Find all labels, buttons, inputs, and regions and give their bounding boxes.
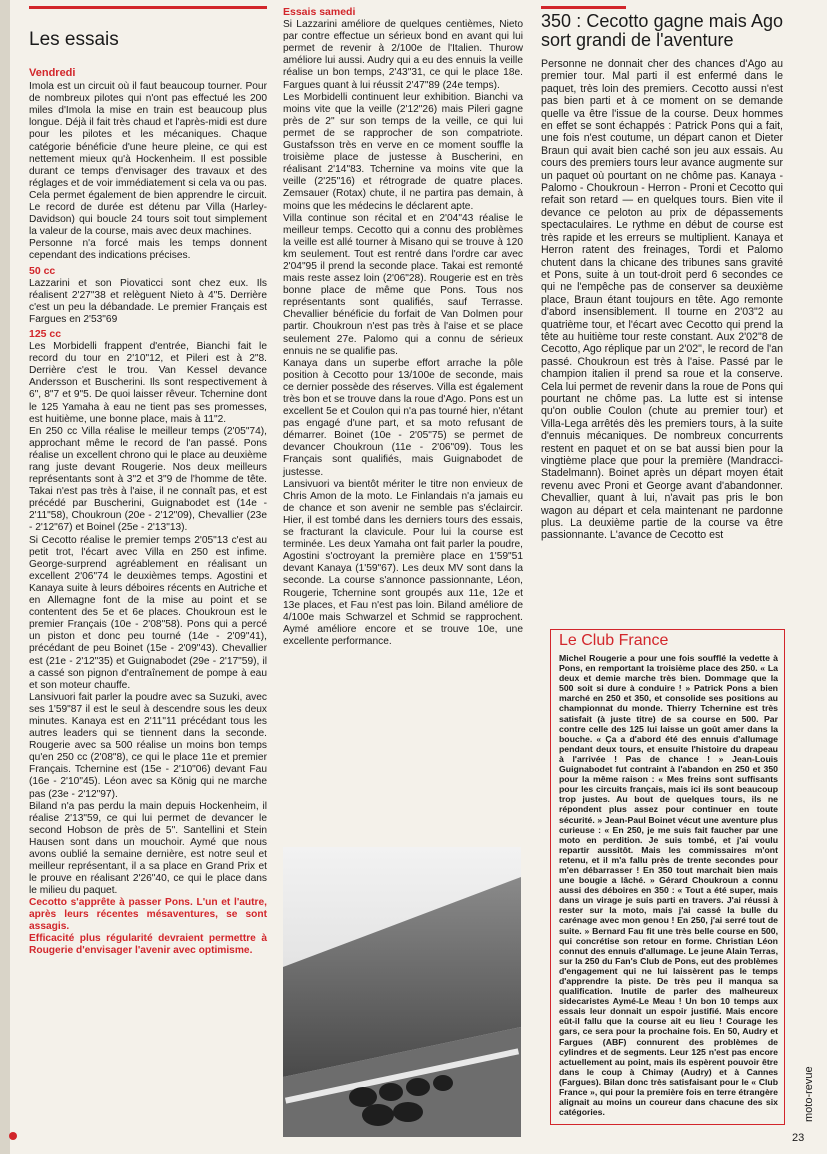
column-essais-samedi: [283, 6, 523, 648]
column-essais: [29, 6, 267, 957]
paragraph: Lansivuori fait parler la poudre avec sa Suzuki, avec ses 1'59"87 il est le seul à descendre sous les deux minutes. Kanaya est en 2'11"11 précédant tous les autres leaders qui se tiennent dans la seconde. Rougerie avec sa 500 réalise un moins bon temps qu'en 250 cc (2'08"8), ce qui le place 11e et premier Français. Tchernine est (15e - 2'10"06) devant Fau (16e - 2'10"45). Léon avec sa König qui ne marche pas (23e - 2'12"97).: [29, 691, 267, 800]
title-rule: [541, 6, 626, 9]
article-title: 350 : Cecotto gagne mais Ago sort grandi de l'aventure: [541, 11, 783, 50]
subheading-50cc: 50 cc: [29, 264, 56, 277]
page-number: 23: [792, 1132, 805, 1144]
paragraph: Villa continue son récital et en 2'04"43 réalise le meilleur temps. Cecotto qui a connu des problèmes la veille est allé tourner à Misano qui se trouve à 120 km seulement. Tout est rentré dans l'ordre car avec 2'04"95 il prend la seconde place. Takai est remonté mais reste assez loin (2'06"28). Rougerie est en très bonne place de même que Pons. Tous nos représentants sont qualifiés, sauf Terrasse. Chevallier bénéficie du forfait de Van Dolmen pour partir. Choukroun n'est pas très à l'aise et se place seulement 27e. Palomo qui a connu de sérieux ennuis ne se qualifie pas.: [283, 212, 523, 357]
paragraph: Les Morbidelli frappent d'entrée, Bianchi fait le record du tour en 2'10"12, et Pileri est à 2"8. Derrière c'est le trou. Van Kessel devance Andersson et Buscherini. Ils sont respectivement à 6", 8"7 et 9"5. De quoi laisser rêveur. Tchernine dont le 125 Yamaha à eau ne tient pas ses promesses, est huitième, une bonne place, mais à 11"2.: [29, 341, 267, 425]
club-france-title: Le Club France: [559, 632, 669, 649]
paragraph: Imola est un circuit où il faut beaucoup tourner. Pour de nombreux pilotes qui n'ont pas effectué les 200 miles d'Imola la mise en train est beaucoup plus longue. Déjà il fait très chaud et l'après-midi est dure pour les pilotes et les mécaniques. Chaque catégorie bénéficie d'une heure pleine, ce qui est nettement mieux qu'à Hockenheim. Il est possible durant ce temps d'envisager des travaux et des réglages et de voir immédiatement si cela va ou pas. Cela permet également de bien apprendre le circuit. Le record de durée est détenu par Villa (Harley-Davidson) qui boucle 24 tours soit tout simplement la valeur de la course, mais avec deux machines.: [29, 81, 267, 238]
subheading-vendredi: Vendredi: [29, 67, 76, 79]
paragraph: Biland n'a pas perdu la main depuis Hockenheim, il réalise 2'13"59, ce qui lui permet de devancer le second Hobson de près de 5". Santellini et Stein Hausen sont dans un mouchoir. Aymé que nous avons oublié la semaine dernière, est notre seul et meilleur représentant, il a sa place en Grand Prix et le prouve en réalisant 2'26"40, ce qui le place dans le milieu du paquet.: [29, 800, 267, 897]
page-title: Les essais: [29, 29, 119, 50]
subheading-125cc: 125 cc: [29, 327, 62, 340]
race-photo-image: [283, 847, 521, 1137]
paragraph: Les Morbidelli continuent leur exhibition. Bianchi va moins vite que la veille (2'12"26) mais Pileri gagne près de 2" sur son temps de la veille, ce qui lui permet de se rapprocher de son compatriote. Gustafsson très en verve en ce moment souffle la troisième place de justesse à Buscherini, en réalisant 2'14"83. Tchernine va moins vite que la veille (2'25"16) et rétrograde de quatre places. Zemsauer (Rotax) chute, il ne partira pas demain, à moins que les médecins le déclarent apte.: [283, 91, 523, 212]
subheading-essais-samedi: Essais samedi: [283, 6, 356, 18]
paragraph: Lansivuori va bientôt mériter le titre non envieux de Chris Amon de la moto. Le Finlandais n'a jamais eu de chance et son avenir ne semble pas s'éclaircir. Hier, il est tombé dans les derniers tours des essais, se fracturant la clavicule. Pour lui la course est terminée. Les deux Yamaha ont fait parler la poudre, Agostini s'octroyant la première place en 1'59"51 devant Kanaya (1'59"67). Les deux MV sont dans la seconde. La course s'annonce passionnante, Léon, Rougerie, Tchernine sont groupés aux 11e, 12e et 13e places, et Fau n'est pas loin. Biland améliore de 4/100e mais Schwarzel et Schmid se rapprochent. Aymé améliore encore et se trouve 10e, une excellente performance.: [283, 478, 523, 647]
club-france-text: Michel Rougerie a pour une fois soufflé la vedette à Pons, en remportant la troisième place des 250. « La deux et demie marche très bien. Dommage que la 500 soit si dure à conduire ! » Patrick Pons a bien marché en 250 et 350, et consolide ses positions au championnat du monde. Thierry Tchernine est très satisfait (à juste titre) de sa course en 500. Par contre celle des 125 lui laisse un goût amer dans la bouche. « Ça a d'abord été des ennuis d'allumage pendant deux tours, et ensuite l'histoire du drapeau à l'arrivée ! Pas de chance ! » Jean-Louis Guignabodet fut contraint à l'abandon en 250 et 350 pour la même raison : « Mes freins sont suffisants pour les circuits français, mais ici ils sont beaucoup trop justes. Au bout de quelques tours, ils ne répondent plus assez pour continuer en toute sécurité. » Jean-Paul Boinet vécut une aventure plus curieuse : « En 250, je me suis fait faucher par une moto en perdition. Je suis tombé, et j'ai voulu repartir aussitôt. Mais les commissaires m'ont retenu, et il m'a fallu près de trente secondes pour m'en débarrasser ! En 350 tout marchait bien mais une bougie a lâché. » Gérard Choukroun a connu aussi des déboires en 350 : « Tout a été super, mais dans un virage je suis parti en travers. J'ai réussi à rester sur la moto, mais j'ai cassé la bulle du carénage avec mon genou ! En 250, j'ai serré tout de suite. » Bernard Fau fit une très belle course en 500, qui concrétise son retour en forme. Christian Léon connut des ennuis d'allumage. Le jeune Alain Terras, sur la 250 du Fan's Club de Pons, eut des problèmes d'engagement qui ne lui laissèrent pas le temps d'apprendre la piste. De très peu il manqua sa qualification. Inutile de parler des malheureux sidecaristes Aymé-Le Meau ! Un bon 10 temps aux essais leur donnait un espoir justifié. Mais encore eût-il fallu que la course ait eu lieu ! Courage les gars, ce sera pour la prochaine fois. En 50, Audry et Fargues (ABF) connurent des problèmes de cylindres et de segments. Leur 125 n'est pas encore actuellement au point, mais ils espèrent pouvoir être dans le coup à Chimay (Audry) et à Cannes (Fargues). Bilan donc très satisfaisant pour le « Club France », qui pour la première fois en terre étrangère alignait au moins un coureur dans chacune des six catégories.: [559, 653, 778, 1118]
race-photo: [283, 847, 521, 1137]
red-bullet-marker: [9, 1132, 17, 1140]
magazine-name: [792, 1062, 822, 1122]
club-france-box: [550, 629, 785, 1125]
photo-caption-rougerie: Efficacité plus régularité devraient permettre à Rougerie d'envisager l'avenir avec optimisme.: [29, 933, 267, 957]
paragraph: Si Cecotto réalise le premier temps 2'05"13 c'est au petit trot, l'écart avec Villa en 250 est infime. George-surprend agréablement en réalisant un excellent 2'06"74 le deuxièmes temps. Agostini et Kanaya suite à leurs déboires récents en Autriche et en Allemagne font de la mise au point et se contentent des 5e et 6e places. Choukroun est le premier Français (10e - 2'08"58). Pons qui a percé un piston et donc peu tourné (14e - 2'09"41), précédant de peu Boinet (15e - 2'09"43). Chevallier est (21e - 2'12"35) et Guignabodet (29e - 2'17"59), il a cassé son pignon d'entraînement de pompe à eau et son moteur chauffe.: [29, 534, 267, 691]
paragraph: Personne ne donnait cher des chances d'Ago au premier tour. Mal parti il est enfermé dans le paquet, très loin des premiers. Cecotto aussi n'est pas bien parti et à ce moment on se demande quelle va être l'issue de la course. Deux hommes en effet se sont échappés : Patrick Pons qui a fait, une fois n'est coutume, un départ canon et Dieter Braun qui avait bien caché son jeu aux essais. Au cours des premiers tours leur avance augmente sur un paquet où pourtant on ne chôme pas. Kanaya - Palomo - Choukroun - Herron - Proni et Cecotto qui refait son retard — en quelques tours. Bien vite il devance ce peloton au prix de dépassements spectaculaires. Le rythme en début de course est très rapide et les erreurs se multiplient. Kanaya et Herron ratent des freinages, Tordi et Palomo chutent dans la chicane des tribunes sans gravité et Pons, suite à un tout-droit perd 6 secondes ce qui ne l'empêche pas de conserver sa deuxième place, Braun étant toujours en tête. Ago remonte d'abord insensiblement. Il tourne en 2'03"2 au quatrième tour, et l'écart avec Cecotto qui prend la tête au huitième tour reste constant. Aux 2'02"8 de Cecotto, Ago réplique par un 2'02", le record de l'an passé. Choukroun est très à l'aise. Passé par le champion italien il prend sa roue et la conserve. Cela lui permet de revenir dans la roue de Pons qui pourtant ne chôme pas. La lutte est si intense qu'on oublie Coulon (chute au premier tour) et Villa-Lega arrêtés dès les premiers tours, à la suite d'ennuis mécaniques. De nombreux concurrents restent en paquet et on se bat aussi bien pour la vingtième place que pour la première (Mandracci-Stadelmann). Boinet après un départ moyen était revenu avec Proni et George avant d'abandonner. Chevallier, quant à lui, n'avait pas pris le bon wagon au départ et cela maintenant ne pardonne plus. La deuxième partie de la course va être passionnante. L'avance de Cecotto est: [541, 58, 784, 542]
paragraph: Lazzarini et son Piovaticci sont chez eux. Ils réalisent 2'27"38 et relèguent Nieto à 4"5. Derrière c'est un peu la débandade. Le premier Français est Fargues en 2'53"69: [29, 277, 267, 325]
magazine-name-text: moto-revue: [803, 1066, 815, 1122]
title-rule: [29, 6, 267, 9]
column-350-report: [541, 6, 783, 542]
page-binding-edge: [0, 0, 10, 1154]
paragraph: Kanaya dans un superbe effort arrache la pôle position à Cecotto pour 13/100e de seconde, mais ce dernier possède des réserves. Villa est également très bon et se trouve dans la roue d'Ago. Pons est un excellent 5e et Coulon qui n'a pas tourné hier, n'étant pas engagé d'une part, et sa moto refusant de démarrer. Boinet (10e - 2'05"75) se permet de devancer Choukroun (11e - 2'06"09). Tous les Français sont qualifiés, mais Guignabodet de justesse.: [283, 357, 523, 478]
paragraph: Si Lazzarini améliore de quelques centièmes, Nieto par contre effectue un sérieux bond en avant qui lui permet de revenir à 2/100e de l'Italien. Thurow améliore lui aussi. Audry qui a eu des ennuis la veille réalise un bon temps, 2'43"31, ce qui le place 18e. Fargues quant à lui réussit 2'47"89 (24e temps).: [283, 19, 523, 91]
photo-caption-cecotto: Cecotto s'apprête à passer Pons. L'un et l'autre, après leurs récentes mésaventures, se sont assagis.: [29, 897, 267, 933]
paragraph: En 250 cc Villa réalise le meilleur temps (2'05"74), approchant même le record de l'an passé. Pons réalise un excellent chrono qui le place au deuxième rang juste devant Rougerie. Nos deux meilleurs représentants sont à 3"2 et 3"9 de l'homme de tête. Takai n'est pas très à l'aise, il ne connaît pas, et est précédé par Buscherini, Guignabodet est (14e - 2'11"58), Choukroun (20e - 2'12"09), Chevallier (23e - 2'12"67) et Boinel (25e - 2'13"13).: [29, 425, 267, 534]
paragraph: Personne n'a forcé mais les temps donnent cependant des indications précises.: [29, 238, 267, 262]
